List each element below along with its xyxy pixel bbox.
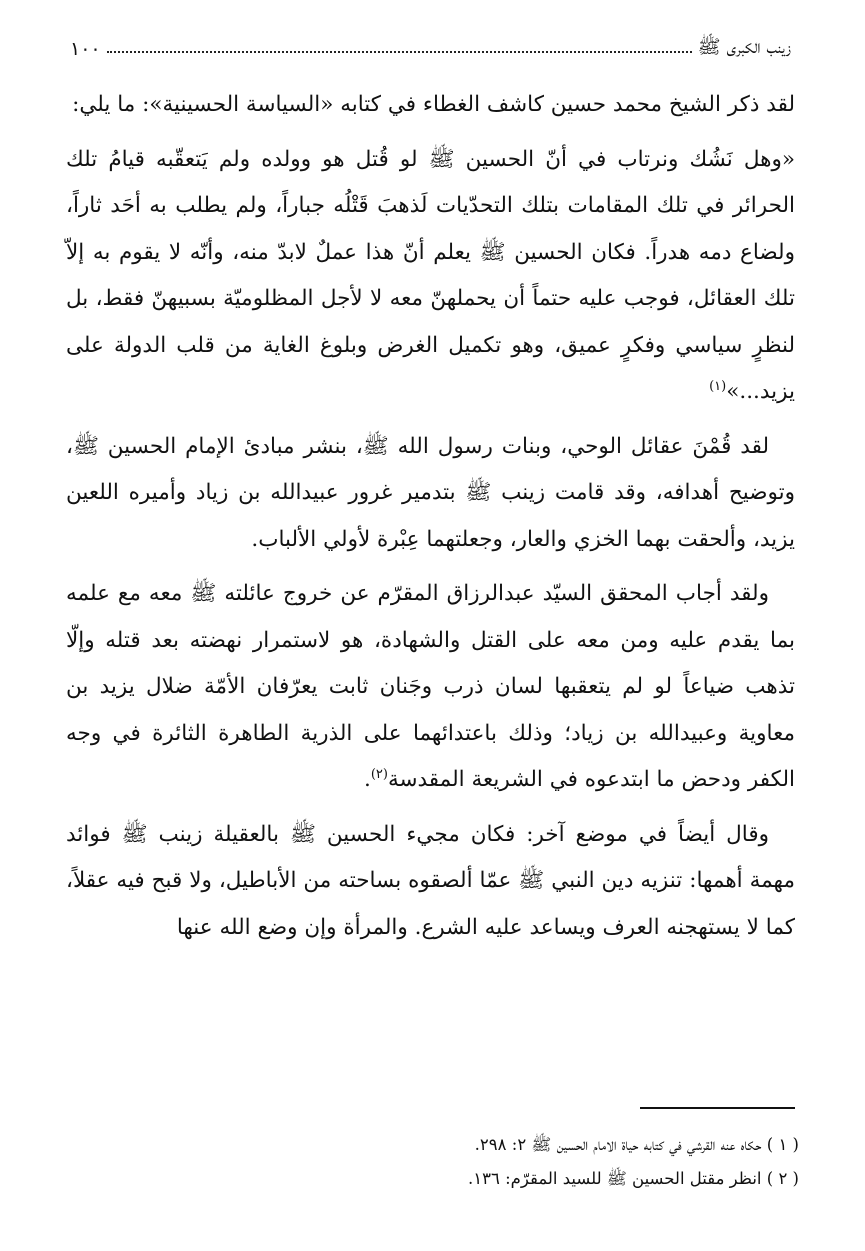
paragraph-4 — [66, 571, 795, 804]
paragraph-4-end: . — [363, 767, 371, 792]
paragraph-5: وقال أيضاً في موضع آخر: فكان مجيء الحسين ﷺ بالعقيلة زينب ﷺ فوائد مهمة أهمها: تنزيه دين النبي ﷺ عمّا ألصقوه بساحته من الأباطيل، ولا قبح فيه عقلاً، كما لا يستهجنه العرف ويساعد عليه الشرع. والمرأة وإن وضع الله عنها — [66, 821, 795, 940]
page-number: ١٠٠ — [70, 38, 101, 60]
footnote-divider — [640, 1107, 795, 1109]
page-header — [60, 34, 795, 64]
paragraph-2-quote — [66, 137, 795, 416]
footnote-ref-2[interactable]: (٢) — [370, 766, 388, 782]
main-text — [66, 82, 795, 959]
footnotes — [66, 1128, 799, 1196]
quote-text: «وهل نَشُك ونرتاب في أنّ الحسين ﷺ لو قُتل هو وولده ولم يَتعقّبه قيامُ تلك الحرائر في تلك المقامات بتلك التحدّيات لَذهبَ قَتْلُه جباراً، ولم يطلب به أحَد ثاراً، ولضاع دمه هدراً. فكان الحسين ﷺ يعلم أنّ هذا عملٌ لابدّ منه، وأنّه لا يقوم به إلاّ تلك العقائل، فوجب عليه حتماً أن يحملهنّ معه لا لأجل المظلوميّة بسبيهنّ فقط، بل لنظرٍ سياسي وفكرٍ عميق، وهو تكميل الغرض وبلوغ الغاية من قلب الدولة على يزيد...» — [66, 146, 795, 404]
footnote-1: ( ١ ) حكاه عنه القرشي في كتابه حياة الامام الحسين ﷺ ٢: ٢٩٨. — [474, 1135, 799, 1154]
paragraph-4-text: ولقد أجاب المحقق السيّد عبدالرزاق المقرّم عن خروج عائلته ﷺ معه مع علمه بما يقدم عليه ومن معه على القتل والشهادة، هو لاستمرار نهضته بعد قتله وإلّا تذهب ضياعاً لو لم يتعقبها لسان ذرب وجَنان ثابت يعرّفان الأمّة ضلال يزيد بن معاوية وعبيدالله بن زياد؛ وذلك باعتدائهما على الذرية الطاهرة الثائرة في وجه الكفر ودحض ما ابتدعوه في الشريعة المقدسة — [66, 581, 795, 792]
running-title: زينب الكبرى ﷺ — [697, 36, 791, 58]
paragraph-3: لقد قُمْنَ عقائل الوحي، وبنات رسول الله ﷺ، بنشر مبادئ الإمام الحسين ﷺ، وتوضيح أهدافه، وقد قامت زينب ﷺ بتدمير غرور عبيدالله بن زياد وأميره اللعين يزيد، وألحقت بهما الخزي والعار، وجعلتهما عِبْرة لأولي الألباب. — [66, 433, 795, 552]
footnote-ref-1[interactable]: (١) — [709, 378, 727, 394]
header-dot-leader — [107, 51, 692, 53]
paragraph-1: لقد ذكر الشيخ محمد حسين كاشف الغطاء في كتابه «السياسة الحسينية»: ما يلي: — [72, 92, 795, 117]
footnote-2: ( ٢ ) انظر مقتل الحسين ﷺ للسيد المقرّم: ١٣٦. — [468, 1169, 799, 1188]
